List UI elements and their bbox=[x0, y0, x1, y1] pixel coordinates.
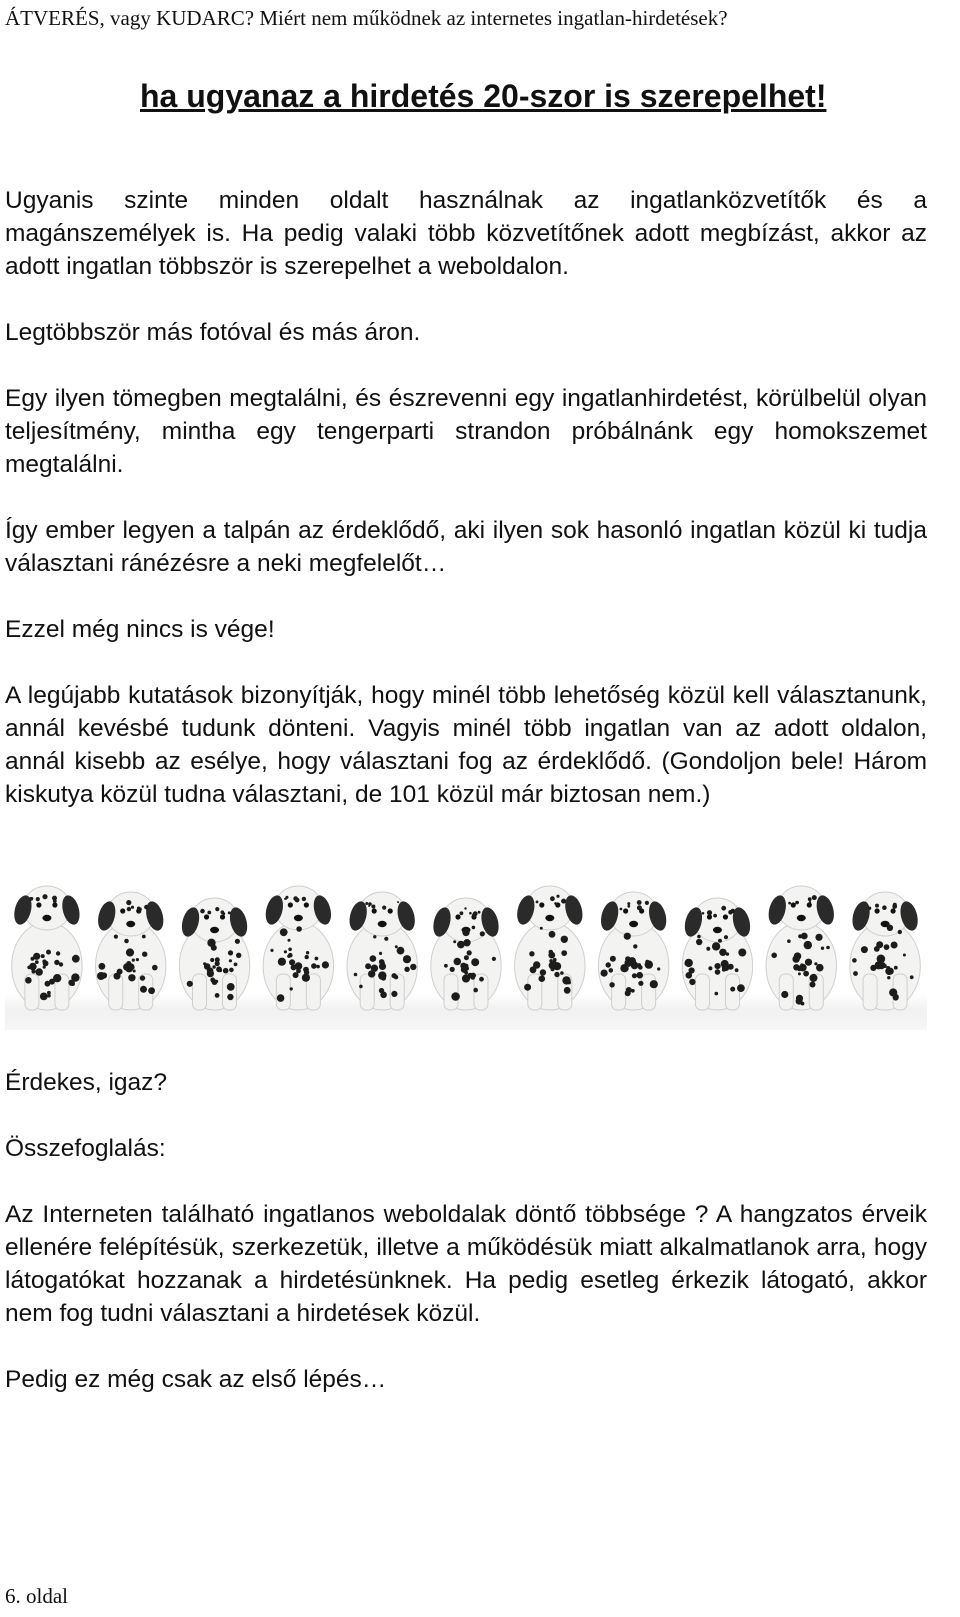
closing-line: Pedig ez még csak az első lépés… bbox=[5, 1366, 387, 1393]
puppy bbox=[95, 892, 166, 1010]
headline: ha ugyanaz a hirdetés 20-szor is szerepelhet! bbox=[140, 78, 827, 114]
puppy bbox=[682, 898, 753, 1010]
paragraph-2: Legtöbbször más fotóval és más áron. bbox=[5, 319, 421, 346]
summary-heading: Összefoglalás: bbox=[5, 1135, 166, 1162]
puppy bbox=[263, 886, 334, 1010]
puppy bbox=[11, 886, 82, 1010]
puppy bbox=[849, 892, 920, 1010]
puppy bbox=[347, 892, 418, 1010]
paragraph-5: Ezzel még nincs is vége! bbox=[5, 616, 275, 643]
puppy bbox=[179, 898, 250, 1010]
paragraph-4: Így ember legyen a talpán az érdeklődő, aki ilyen sok hasonló ingatlan közül ki tudja választani ránézésre a neki megfelelőt… bbox=[5, 517, 927, 577]
paragraph-1: Ugyanis szinte minden oldalt használnak az ingatlanközvetítők és a magánszemélyek is. Ha pedig valaki több közvetítőnek adott megbízást, akkor az adott ingatlan többször is szerepelhet a weboldalon. bbox=[5, 187, 927, 280]
paragraph-7: Érdekes, igaz? bbox=[5, 1069, 168, 1096]
article-body bbox=[5, 184, 927, 1429]
paragraph-6: A legújabb kutatások bizonyítják, hogy minél több lehetőség közül kell választanunk, annál kevésbé tudunk dönteni. Vagyis minél több ingatlan van az adott oldalon, annál kisebb az esélye, hogy választani fog az érdeklődő. (Gondoljon bele! Három kiskutya közül tudna választani, de 101 közül már biztosan nem.) bbox=[5, 682, 927, 808]
summary-paragraph: Az Interneten található ingatlanos weboldalak döntő többsége ? A hangzatos érveik ellenére felépítésük, szerkezetük, illetve a működésük miatt alkalmatlanok arra, hogy látogatókat hozzanak a hirdetésünknek. Ha pedig esetleg érkezik látogató, akkor nem fog tudni választani a hirdetések közül. bbox=[5, 1201, 927, 1327]
paragraph-3: Egy ilyen tömegben megtalálni, és észrevenni egy ingatlanhirdetést, körülbelül olyan teljesítmény, mintha egy tengerparti strandon próbálnánk egy homokszemet megtalálni. bbox=[5, 385, 927, 478]
page-number: 6. oldal bbox=[5, 1584, 68, 1608]
puppy bbox=[430, 898, 501, 1010]
puppy bbox=[766, 886, 837, 1010]
puppy bbox=[598, 892, 669, 1010]
dalmatian-puppies-image bbox=[5, 866, 927, 1030]
puppies-illustration bbox=[5, 866, 927, 1030]
running-header: ÁTVERÉS, vagy KUDARC? Miért nem működnek az internetes ingatlan-hirdetések? bbox=[5, 6, 728, 30]
puppy bbox=[514, 886, 585, 1010]
